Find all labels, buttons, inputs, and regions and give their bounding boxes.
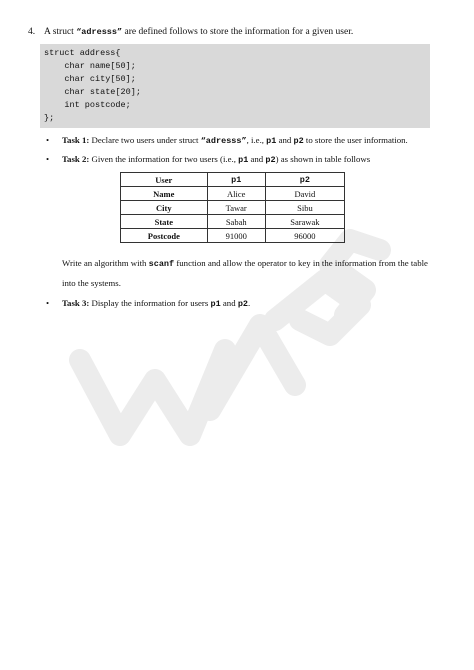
task-3-text <box>62 298 250 309</box>
task-1-p1: p1 <box>266 136 277 146</box>
code-line: struct address{ <box>44 48 121 58</box>
code-block <box>40 44 430 128</box>
table-cell: Alice <box>207 187 265 201</box>
task-1-text-b: , i.e., <box>246 135 267 145</box>
user-info-table <box>120 172 345 243</box>
table-header-cell: p1 <box>207 173 265 187</box>
question-struct-name: “adresss” <box>76 27 123 37</box>
task-2-text-a: Given the information for two users (i.e., <box>89 154 239 164</box>
task-3-p2: p2 <box>237 299 249 309</box>
table-cell: 91000 <box>207 229 265 243</box>
task-2-p2: p2 <box>265 155 276 165</box>
bullet: • <box>46 135 50 145</box>
table-row-header: State <box>121 215 208 229</box>
question-number: 4. <box>28 27 36 37</box>
algorithm-paragraph-line-1 <box>62 258 428 269</box>
paragraph-text-b: function and allow the operator to key in the information from the table <box>174 258 428 268</box>
bullet: • <box>46 298 50 308</box>
task-2-text <box>62 154 370 165</box>
table-row <box>121 215 345 229</box>
code-line: char state[20]; <box>44 87 141 97</box>
question-text-after: are defined follows to store the information for a given user. <box>122 27 354 37</box>
code-line: int postcode; <box>44 100 131 110</box>
paragraph-scanf: scanf <box>148 259 175 269</box>
task-2-text-b: and <box>248 154 266 164</box>
algorithm-paragraph-line-2: into the systems. <box>62 278 121 288</box>
task-3-text-c: . <box>248 298 251 308</box>
table-row <box>121 229 345 243</box>
question-text-before: A struct <box>44 27 77 37</box>
table-cell: Tawar <box>207 201 265 215</box>
task-1-text-d: to store the user information. <box>303 135 408 145</box>
table-header-cell: p2 <box>265 173 344 187</box>
task-1-text-a: Declare two users under struct <box>89 135 201 145</box>
task-1-text <box>62 135 408 146</box>
paragraph-text-a: Write an algorithm with <box>62 258 149 268</box>
task-3-label: Task 3: <box>62 298 90 308</box>
watermark-logo <box>60 210 400 450</box>
table-row-header: Name <box>121 187 208 201</box>
table-header-cell: User <box>121 173 208 187</box>
task-3-p1: p1 <box>210 299 221 309</box>
table-cell: Sibu <box>265 201 344 215</box>
task-3-text-b: and <box>220 298 238 308</box>
task-3-text-a: Display the information for users <box>89 298 211 308</box>
code-line: }; <box>44 113 55 123</box>
task-1-label: Task 1: <box>62 135 90 145</box>
code-line: char city[50]; <box>44 74 136 84</box>
table-cell: Sabah <box>207 215 265 229</box>
table-cell: David <box>265 187 344 201</box>
table-row <box>121 201 345 215</box>
table-header-row <box>121 173 345 187</box>
code-line: char name[50]; <box>44 61 136 71</box>
task-2-label: Task 2: <box>62 154 90 164</box>
task-1-struct-name: “adresss” <box>200 136 247 146</box>
table-cell: 96000 <box>265 229 344 243</box>
task-2-text-c: ) as shown in table follows <box>275 154 371 164</box>
task-1-p2: p2 <box>293 136 304 146</box>
table-row-header: Postcode <box>121 229 208 243</box>
task-1-text-c: and <box>276 135 294 145</box>
table-row-header: City <box>121 201 208 215</box>
task-2-p1: p1 <box>238 155 249 165</box>
table-cell: Sarawak <box>265 215 344 229</box>
question-line <box>28 27 353 37</box>
bullet: • <box>46 154 50 164</box>
table-row <box>121 187 345 201</box>
